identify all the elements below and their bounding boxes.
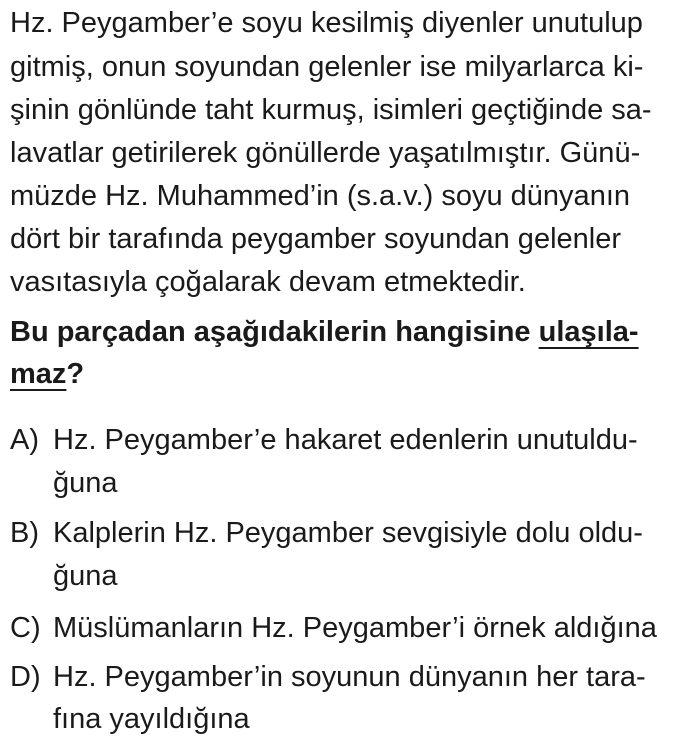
option-letter: B) [10,517,39,549]
option-text: Hz. Peygamber’e hakaret edenlerin unutuldu- [53,424,638,456]
passage-line: Hz. Peygamber’e soyu kesilmiş diyenler unutulup [10,7,643,39]
passage-line: lavatlar getirilerek gönüllerde yaşatılmıştır. Günü- [10,137,641,169]
question-line [10,315,639,349]
option-letter: C) [10,612,41,644]
passage-line: şinin gönlünde taht kurmuş, isimleri geçtiğinde sa- [10,94,652,126]
passage-line: gitmiş, onun soyundan gelenler ise milyarlarca ki- [10,51,644,83]
option-text: fına yayıldığına [53,703,250,735]
option-letter: A) [10,424,39,456]
passage-line: vasıtasıyla çoğalarak devam etmektedir. [10,266,526,298]
option-text: ğuna [53,467,118,499]
option-text: Müslümanların Hz. Peygamber’i örnek aldığına [53,612,657,644]
option-text: ğuna [53,560,118,592]
question-text: ? [66,358,85,390]
question-text: Bu parçadan aşağıdakilerin hangisine [10,316,539,348]
passage-line: müzde Hz. Muhammed’in (s.a.v.) soyu dünyanın [10,180,631,212]
question-line [10,357,84,391]
question-emphasis: ulaşıla- [538,316,639,348]
passage-line: dört bir tarafında peygamber soyundan gelenler [10,223,621,255]
option-text: Kalplerin Hz. Peygamber sevgisiyle dolu oldu- [53,517,643,549]
option-text: Hz. Peygamber’in soyunun dünyanın her tara- [53,661,646,693]
option-letter: D) [10,661,41,693]
question-emphasis: maz [10,358,67,390]
